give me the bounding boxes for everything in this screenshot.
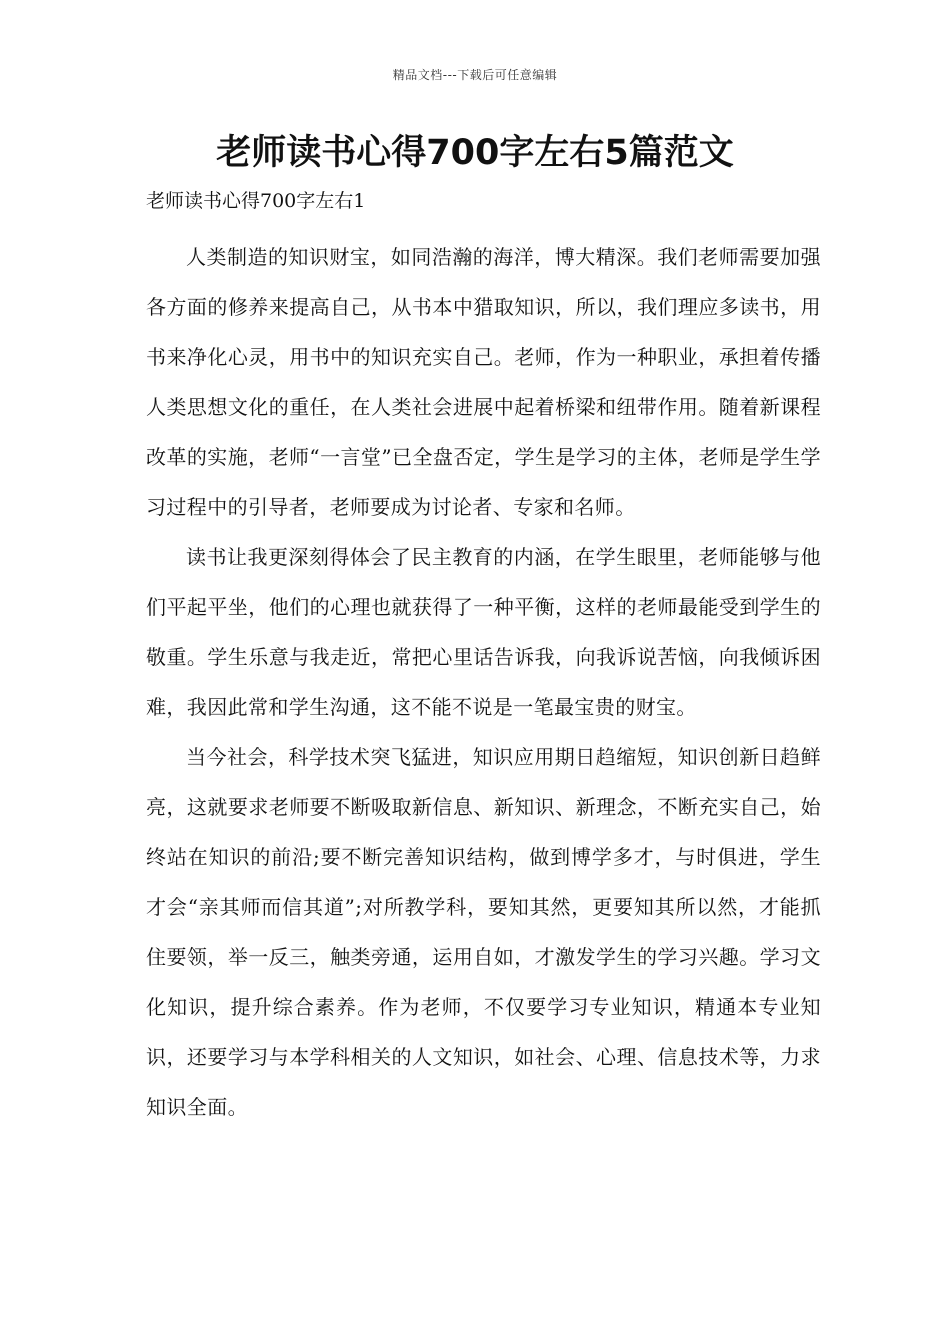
paragraph: 读书让我更深刻得体会了民主教育的内涵，在学生眼里，老师能够与他们平起平坐，他们的心理也就获得了一种平衡，这样的老师最能受到学生的敬重。学生乐意与我走近，常把心里话告诉我，向我诉说苦恼，向我倾诉困难，我因此常和学生沟通，这不能不说是一笔最宝贵的财宝。 xyxy=(146,545,821,719)
paragraph: 人类制造的知识财宝，如同浩瀚的海洋，博大精深。我们老师需要加强各方面的修养来提高自己，从书本中猎取知识，所以，我们理应多读书，用书来净化心灵，用书中的知识充实自己。老师，作为一种职业，承担着传播人类思想文化的重任，在人类社会进展中起着桥梁和纽带作用。随着新课程改革的实施，老师“一言堂”已全盘否定，学生是学习的主体，老师是学生学习过程中的引导者，老师要成为讨论者、专家和名师。 xyxy=(146,245,821,519)
header-note: 精品文档---下载后可任意编辑 xyxy=(392,68,558,82)
document-body xyxy=(146,232,821,1132)
document-title: 老师读书心得700字左右5篇范文 xyxy=(216,133,734,173)
section-subtitle: 老师读书心得700字左右1 xyxy=(146,190,366,212)
paragraph: 当今社会，科学技术突飞猛进，知识应用期日趋缩短，知识创新日趋鲜亮，这就要求老师要不断吸取新信息、新知识、新理念，不断充实自己，始终站在知识的前沿;要不断完善知识结构，做到博学多才，与时俱进，学生才会“亲其师而信其道”;对所教学科，要知其然，更要知其所以然，才能抓住要领，举一反三，触类旁通，运用自如，才激发学生的学习兴趣。学习文化知识，提升综合素养。作为老师，不仅要学习专业知识，精通本专业知识，还要学习与本学科相关的人文知识，如社会、心理、信息技术等，力求知识全面。 xyxy=(146,745,821,1119)
